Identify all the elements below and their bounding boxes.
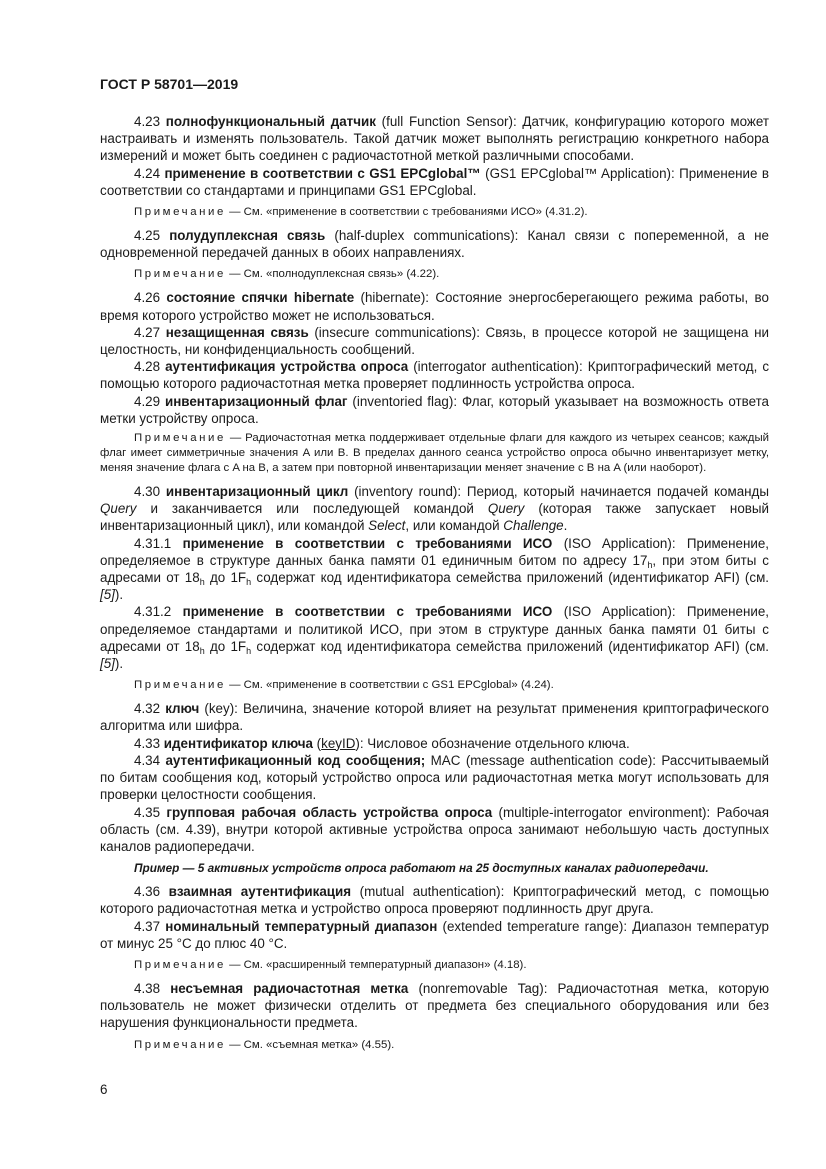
term-4-36 [100,883,769,917]
term-definition: : Диапазон температур от минус 25 °C до плюс 40 °C. [100,918,769,951]
term-english: (ISO Application) [563,535,672,551]
note-text: — Радиочастотная метка поддерживает отдельные флаги для каждого из четырех сеансов; каждый флаг имеет симметричные значения A или B. В пределах данного сеанса устройство опроса обычно инвентаризует метку, меняя значение флага с A на B, а затем при повторной инвентаризации меняет значение с B на A (или наоборот). [100,432,769,475]
term-english: (ISO Application) [563,604,672,620]
term-definition: . [563,518,568,534]
term-name: инвентаризационный флаг [164,393,348,409]
term-name: идентификатор ключа [163,735,313,751]
term-english: (key) [204,701,235,717]
reference: [5] [100,656,115,672]
term-4-29 [100,393,769,427]
page-number: 6 [100,1082,108,1097]
term-definition: : Состояние энергосберегающего режима работы, во время которого устройство может не использоваться. [100,290,769,323]
term-english: MAC (message authentication code) [430,752,653,768]
command-name: Query [487,501,525,517]
note-label: Примечание [134,268,226,281]
term-number: 4.26 [134,290,161,306]
term-english: (extended temperature range) [442,918,624,934]
term-english-open: ( [316,735,322,751]
term-4-30 [100,483,769,535]
hex-subscript: h [647,559,653,570]
term-number: 4.37 [134,918,161,934]
term-4-35 [100,804,769,856]
term-4-32 [100,700,769,734]
term-number: 4.31.1 [134,535,172,551]
term-definition: : Применение, определяемое стандартами и политикой ИСО, при этом в структуре данных банка памяти 01 биты с адресами от 18 [100,604,769,654]
term-name: незащищенная связь [165,324,309,340]
term-definition: : Рабочая область (см. 4.39), внутри которой активные устройства опроса занимают небольшую часть доступных каналов радиопередачи. [100,804,770,854]
note-label: Примечание [134,679,226,692]
note-text: — См. «полнодуплексная связь» (4.22). [225,268,440,281]
term-definition: и заканчивается или последующей командой [136,501,488,517]
term-4-38 [100,980,769,1032]
term-4-24 [100,165,769,199]
term-english: (mutual authentication) [359,884,501,900]
term-4-31-2 [100,603,769,672]
term-number: 4.27 [134,324,161,340]
term-number: 4.29 [134,393,161,409]
term-4-31-1 [100,535,769,604]
reference: [5] [100,587,115,603]
term-definition: : Флаг, который указывает на возможность ответа метки устройству опроса. [100,393,770,426]
term-name: состояние спячки hibernate [166,290,355,306]
note-4-31-2 [100,678,769,693]
term-english: (multiple-interrogator environment) [498,804,707,820]
term-definition: (которая также запускает новый инвентаризационный цикл), или командой [100,501,769,534]
term-4-25 [100,227,769,261]
term-english-close: ) [355,735,360,751]
term-number: 4.24 [134,165,161,181]
command-name: Query [100,501,137,517]
term-definition: до 1F [204,570,247,586]
term-english: (hibernate) [360,290,426,306]
term-definition: : Радиочастотная метка, которую пользователь не может физически отделить от предмета без специального оборудования или без нарушения функциональности предмета. [100,980,769,1031]
note-4-24 [100,205,769,220]
term-english: (half-duplex communications) [334,228,515,244]
command-name: Select [368,518,406,534]
note-4-25 [100,267,769,282]
term-number: 4.33 [134,735,161,751]
term-4-37 [100,918,769,952]
note-4-38 [100,1038,769,1053]
term-4-23 [100,113,769,165]
term-4-34 [100,752,769,804]
term-definition: : Числовое обозначение отдельного ключа. [359,735,630,751]
term-name: несъемная радиочастотная метка [170,980,409,996]
term-number: 4.25 [134,228,161,244]
term-english: (inventoried flag) [352,393,454,409]
hex-subscript: h [199,577,205,588]
note-text: — См. «применение в соответствии с GS1 EPCglobal» (4.24). [225,679,554,692]
term-number: 4.35 [134,804,161,820]
term-number: 4.30 [134,484,161,500]
term-definition: : Криптографический метод, с помощью которого радиочастотная метка проверяет подлинность устройства опроса. [100,359,770,392]
term-definition: : Связь, в процессе которой не защищена ни целостность, ни конфиденциальность сообщений. [100,324,769,358]
term-definition: содержат код идентификатора семейства приложений (идентификатор AFI) (см. [251,638,769,654]
note-text: — См. «применение в соответствии с требованиями ИСО» (4.31.2). [225,206,588,219]
term-name: групповая рабочая область устройства опроса [166,804,493,820]
command-name: Challenge [503,518,564,534]
term-definition: ). [114,587,124,603]
term-number: 4.32 [134,701,161,717]
term-definition: : Датчик, конфигурацию которого может настраивать и изменять пользователь. Такой датчик может выполнять регистрацию конкретного набора измерений и может быть соединен с радиочастотной меткой различными способами. [100,114,769,164]
note-4-29 [100,431,769,476]
note-text: — См. «съемная метка» (4.55). [225,1038,395,1051]
term-name: аутентификационный код сообщения; [165,752,426,768]
term-definition: ). [114,656,124,672]
note-text: — См. «расширенный температурный диапазон» (4.18). [225,958,527,971]
term-definition: до 1F [204,638,247,654]
term-definition: содержат код идентификатора семейства приложений (идентификатор AFI) (см. [251,570,769,586]
term-name: аутентификация устройства опроса [165,359,409,375]
term-4-33 [100,735,769,752]
term-name: применение в соответствии с требованиями ИСО [182,604,553,620]
term-english: (GS1 EPCglobal™ Application) [485,165,672,181]
term-name: инвентаризационный цикл [165,484,349,500]
term-4-26 [100,289,769,323]
term-number: 4.34 [134,752,161,768]
term-definition: : Величина, значение которой влияет на результат применения криптографического алгоритма или шифра. [100,701,769,734]
term-english-underlined: keyID [321,735,356,751]
term-name: применение в соответствии с требованиями ИСО [182,535,553,551]
term-number: 4.23 [134,114,161,129]
term-definition: : Рассчитываемый по битам сообщения код, который устройство опроса или радиочастотная метка могут использовать для проверки целостности сообщения. [100,752,769,803]
term-english: (inventory round) [354,484,458,500]
hex-subscript: h [246,645,252,656]
document-body [100,113,769,1060]
term-4-28 [100,358,769,392]
note-4-37 [100,958,769,973]
term-number: 4.28 [134,359,161,375]
term-english: (insecure communications) [314,324,477,340]
term-name: применение в соответствии с GS1 EPCglobal™ [164,165,481,181]
example-4-35: Пример — 5 активных устройств опроса работают на 25 доступных каналах радиопередачи. [134,861,709,876]
term-definition: : Криптографический метод, с помощью которого радиочастотная метка и устройство опроса проверяют подлинность друг друга. [100,884,769,917]
term-number: 4.31.2 [134,604,172,620]
term-4-27 [100,324,769,358]
term-definition: : Применение, определяемое в структуре данных банка памяти 01 единичным битом по адресу 17 [100,535,769,568]
term-definition: : Период, который начинается подачей команды [457,484,769,500]
term-name: взаимная аутентификация [168,884,352,900]
note-label: Примечание [134,206,226,219]
note-label: Примечание [134,1038,226,1051]
document-header: ГОСТ Р 58701—2019 [100,76,239,92]
note-label: Примечание [134,958,226,971]
term-number: 4.36 [134,884,161,900]
term-number: 4.38 [134,980,161,996]
term-definition: : Канал связи с попеременной, а не одновременной передачей данных в обоих направлениях. [100,228,769,261]
term-english: (full Function Sensor) [381,114,513,129]
term-name: номинальный температурный диапазон [165,918,438,934]
note-label: Примечание [134,432,226,445]
term-definition: , или командой [405,518,504,534]
term-name: ключ [165,701,200,717]
term-name: полудуплексная связь [169,228,326,244]
hex-subscript: h [246,577,252,588]
term-english: (interrogator authentication) [413,359,580,375]
term-definition: , при этом биты с адресами от 18 [100,552,769,586]
hex-subscript: h [199,645,205,656]
term-english: (nonremovable Tag) [418,980,544,996]
term-definition: : Применение в соответствии со стандартами и принципами GS1 EPCglobal. [100,165,769,198]
term-name: полнофункциональный датчик [165,114,376,129]
